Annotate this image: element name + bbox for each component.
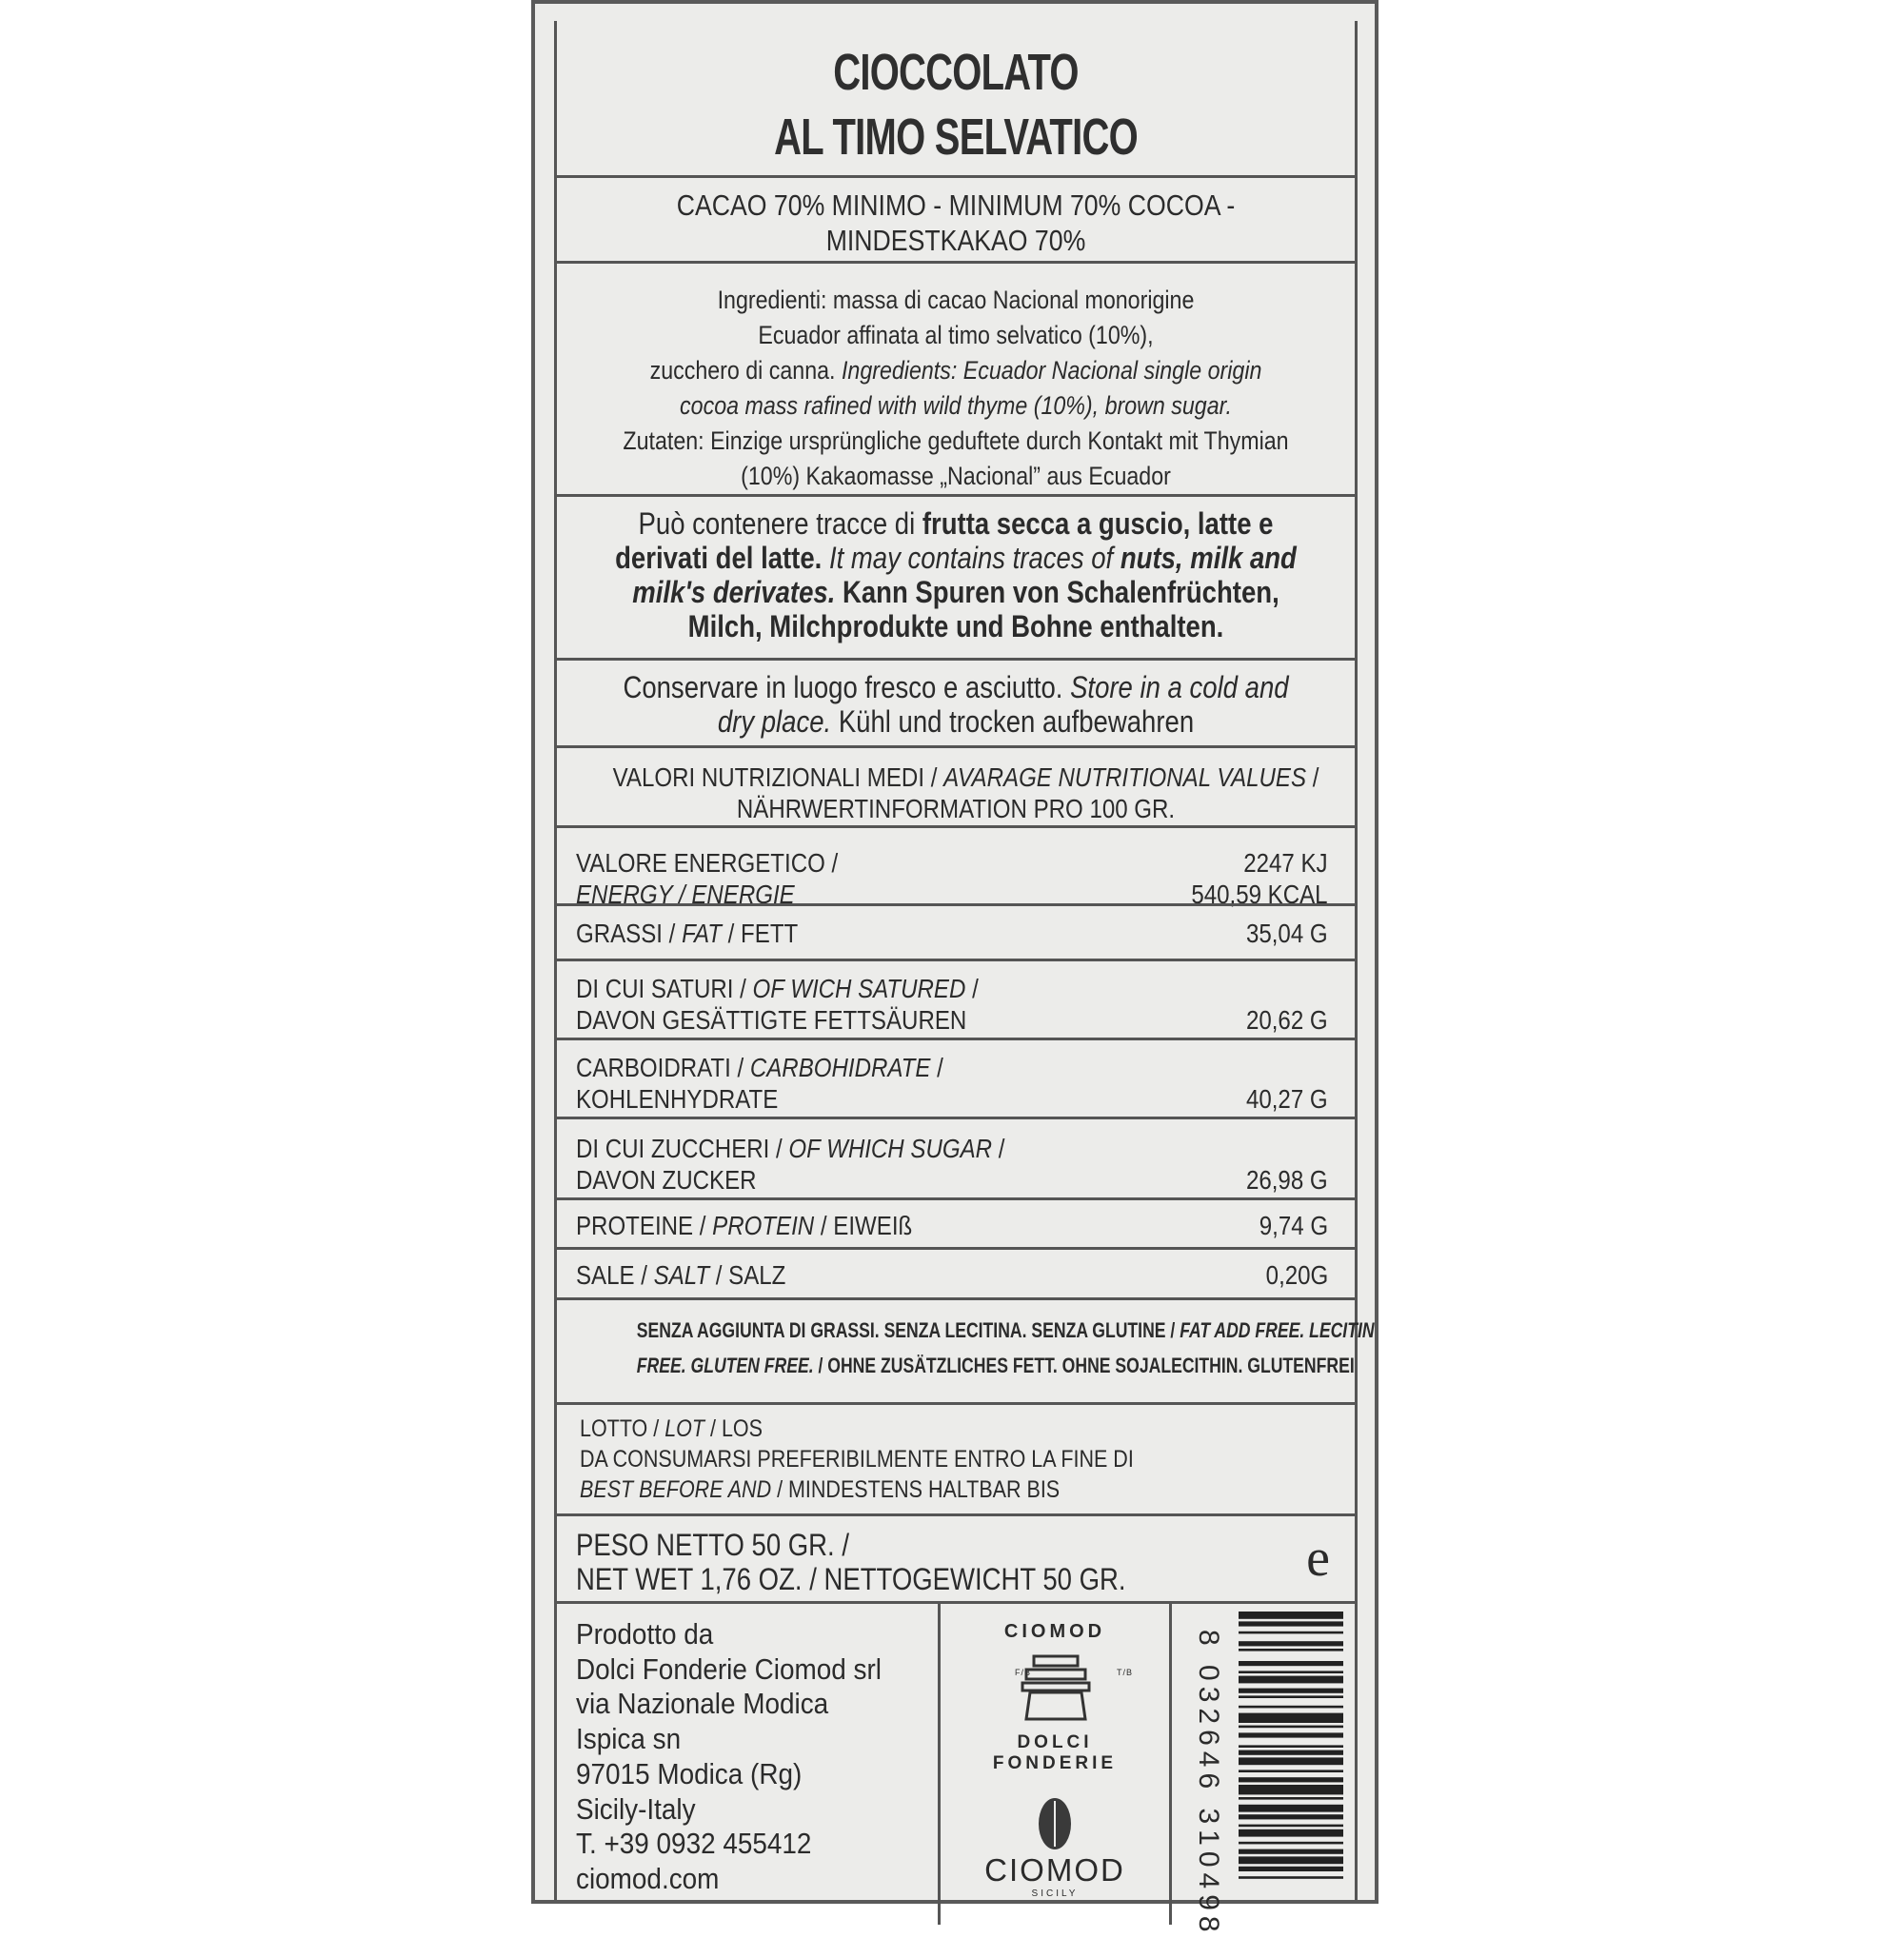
allergens-section <box>557 494 1355 658</box>
barcode-bar <box>1239 1671 1343 1673</box>
producer-address: Prodotto da Dolci Fonderie Ciomod srl via Nazionale Modica Ispica sn 97015 Modica (Rg) Sicily-Italy T. +39 0932 455412 ciomod.com <box>576 1617 882 1895</box>
cocoa-bean-icon <box>941 1795 1169 1852</box>
nutrition-row-energy: VALORE ENERGETICO / ENERGY / ENERGIE 2247 KJ 540,59 KCAL <box>557 825 1355 903</box>
title-line-1: CIOCCOLATO <box>833 44 1079 101</box>
allergens-text: Può contenere tracce di frutta secca a guscio, latte e derivati del latte. It may contains traces of nuts, milk and milk's derivates. Kann Spuren von Schalenfrüchten, Milch, Milchprodukte und Bohne enthalten. <box>615 506 1297 643</box>
barcode-bar <box>1239 1661 1343 1666</box>
nutrition-row-protein: PROTEINE / PROTEIN / EIWEIß 9,74 G <box>557 1197 1355 1247</box>
barcode-bar <box>1239 1849 1343 1854</box>
barcode-bar <box>1239 1867 1343 1871</box>
barcode-bar <box>1239 1770 1343 1772</box>
barcode-digits: 8 032646 310498 <box>1193 1630 1224 1938</box>
barcode-bar <box>1239 1641 1343 1646</box>
cake-stand-icon: F/B T/B <box>941 1651 1169 1727</box>
product-title <box>661 40 1251 169</box>
barcode-bar <box>1239 1745 1343 1748</box>
barcode-bar <box>1239 1797 1343 1800</box>
barcode-bar <box>1239 1814 1343 1819</box>
barcode-bar <box>1239 1876 1343 1879</box>
barcode-bar <box>1239 1726 1343 1729</box>
barcode-bar <box>1239 1612 1343 1619</box>
ingredients-text: Ingredienti: massa di cacao Nacional monorigine Ecuador affinata al timo selvatico (10%), zucchero di canna. Ingredients: Ecuador Nacional single origin cocoa mass rafined with wild thyme (10%), brown sugar. Zutaten: Einzige ursprüngliche geduftete durch Kontakt mit Thymian (10%) Kakaomasse „Nacional” aus Ecuador <box>623 286 1289 490</box>
lot-section: LOTTO / LOT / LOS DA CONSUMARSI PREFERIBILMENTE ENTRO LA FINE DI BEST BEFORE AND / MINDESTENS HALTBAR BIS <box>557 1402 1355 1513</box>
barcode-bars <box>1239 1608 1372 1922</box>
net-weight-section <box>557 1513 1355 1601</box>
storage-section <box>557 658 1355 745</box>
nutrition-row-fat: GRASSI / FAT / FETT 35,04 G <box>557 903 1355 959</box>
nutrition-header: VALORI NUTRIZIONALI MEDI / AVARAGE NUTRITIONAL VALUES / NÄHRWERTINFORMATION PRO 100 GR. <box>557 745 1355 825</box>
barcode-bar <box>1239 1750 1343 1755</box>
chocolate-label <box>531 0 1378 1938</box>
cacao-text: CACAO 70% MINIMO - MINIMUM 70% COCOA - MINDESTKAKAO 70% <box>676 188 1236 257</box>
barcode-bar <box>1239 1732 1343 1737</box>
barcode-bar <box>1239 1621 1343 1626</box>
barcode-bar <box>1239 1842 1343 1845</box>
nutrition-row-sugars: DI CUI ZUCCHERI / OF WHICH SUGAR / DAVON ZUCKER 26,98 G <box>557 1117 1355 1197</box>
ingredients-section <box>557 261 1355 494</box>
barcode-bar <box>1239 1689 1343 1693</box>
nutrition-row-carbohydrate: CARBOIDRATI / CARBOHIDRATE / KOHLENHYDRATE 40,27 G <box>557 1038 1355 1117</box>
net-weight-line-2: NET WET 1,76 OZ. / NETTOGEWICHT 50 GR. <box>576 1562 1126 1596</box>
barcode-bar <box>1239 1676 1343 1684</box>
nutrition-row-saturated: DI CUI SATURI / OF WICH SATURED / DAVON GESÄTTIGTE FETTSÄUREN 20,62 G <box>557 959 1355 1038</box>
label-inner-frame <box>554 21 1375 1938</box>
free-from-section: SENZA AGGIUNTA DI GRASSI. SENZA LECITINA. SENZA GLUTINE / FAT ADD FREE. LECITIN FREE. GLUTEN FREE. / OHNE ZUSÄTZLICHES FETT. OHNE SOJALECITHIN. GLUTENFREI <box>557 1297 1355 1402</box>
barcode-bar <box>1239 1805 1343 1812</box>
barcode-bar <box>1239 1631 1343 1634</box>
barcode-bar <box>1239 1829 1343 1837</box>
barcode-bar <box>1239 1649 1343 1651</box>
barcode-bar <box>1239 1706 1343 1709</box>
barcode-bar <box>1239 1856 1343 1864</box>
title-section <box>557 21 1355 175</box>
barcode-bar <box>1239 1825 1343 1828</box>
barcode-bar <box>1239 1785 1343 1794</box>
footer-section <box>557 1601 1355 1938</box>
barcode-bar <box>1239 1713 1343 1723</box>
barcode-bar <box>1239 1777 1343 1782</box>
estimated-sign-icon: e <box>1306 1529 1330 1588</box>
barcode <box>1172 1604 1355 1938</box>
barcode-bar <box>1239 1757 1343 1765</box>
title-line-2: AL TIMO SELVATICO <box>774 109 1138 166</box>
barcode-bar <box>1239 1695 1343 1698</box>
net-weight-line-1: PESO NETTO 50 GR. / <box>576 1528 849 1562</box>
storage-text: Conservare in luogo fresco e asciutto. Store in a cold and dry place. Kühl und trocken aufbewahren <box>623 670 1289 739</box>
cacao-section <box>557 175 1355 261</box>
ciomod-logo: CIOMOD F/B T/B DOLCI FONDERIE CIOMOD SICILY <box>941 1604 1169 1928</box>
nutrition-row-salt: SALE / SALT / SALZ 0,20G <box>557 1247 1355 1297</box>
